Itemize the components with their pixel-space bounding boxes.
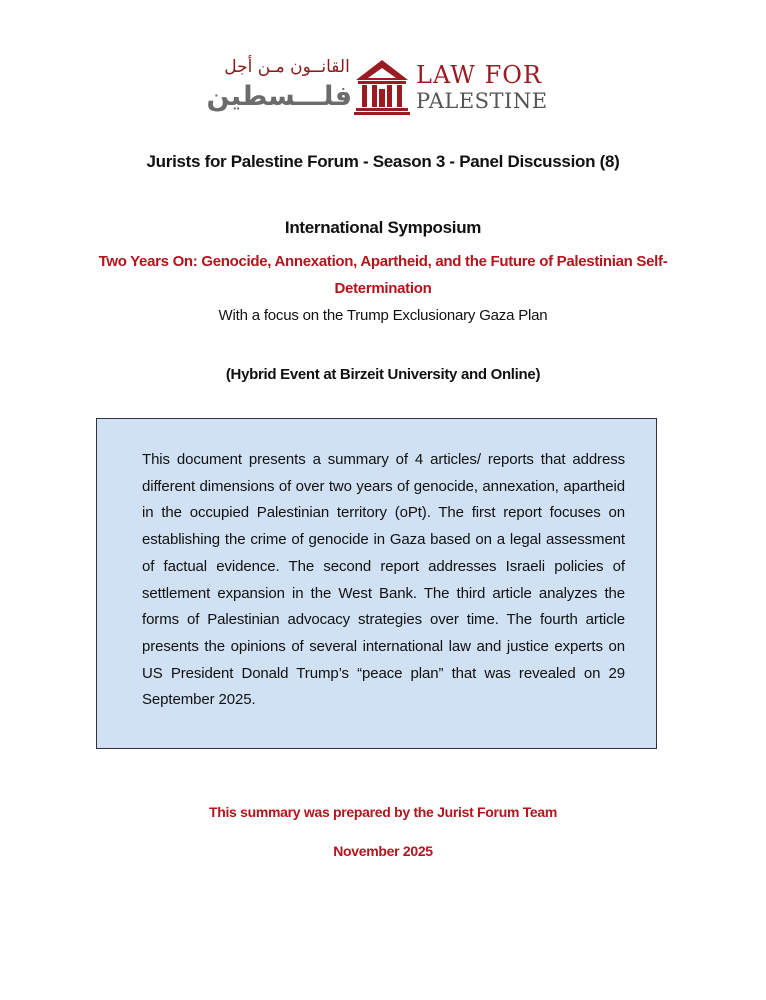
publication-date: November 2025 [333,843,433,859]
summary-box [96,418,657,749]
logo-arabic-line2: فلـــسطين [206,81,352,112]
prepared-by-note: This summary was prepared by the Jurist Forum Team [208,804,558,820]
forum-title: Jurists for Palestine Forum - Season 3 - Panel Discussion (8) [146,152,620,171]
logo-wordmark [416,62,548,114]
event-type: (Hybrid Event at Birzeit University and Online) [225,366,541,383]
symposium-heading: International Symposium [284,218,482,237]
logo-wordmark-line1: LAW FOR [416,61,542,89]
logo-wordmark-line2: PALESTINE [416,89,548,113]
summary-paragraph: This document presents a summary of 4 articles/ reports that address different dimensions of over two years of genocide, annexation, apartheid in the occupied Palestinian territory (oPt). The first report focuses on establishing the crime of genocide in Gaza based on a legal assessment of factual evidence. The second report addresses Israeli policies of settlement expansion in the West Bank. The third article analyzes the forms of Palestinian advocacy strategies over time. The fourth article presents the opinions of several international law and justice experts on US President Donald Trump’s “peace plan” that was revealed on 29 September 2025. [142,451,625,709]
focus-line: With a focus on the Trump Exclusionary Gaza Plan [218,307,548,324]
law-for-palestine-logo [206,54,548,126]
symposium-subtitle: Two Years On: Genocide, Annexation, Apartheid, and the Future of Palestinian Self-Determination [98,253,668,297]
logo-arabic-text [206,54,352,114]
logo-arabic-line1: القانــون مـن أجل [224,57,350,77]
courthouse-icon [354,58,410,116]
